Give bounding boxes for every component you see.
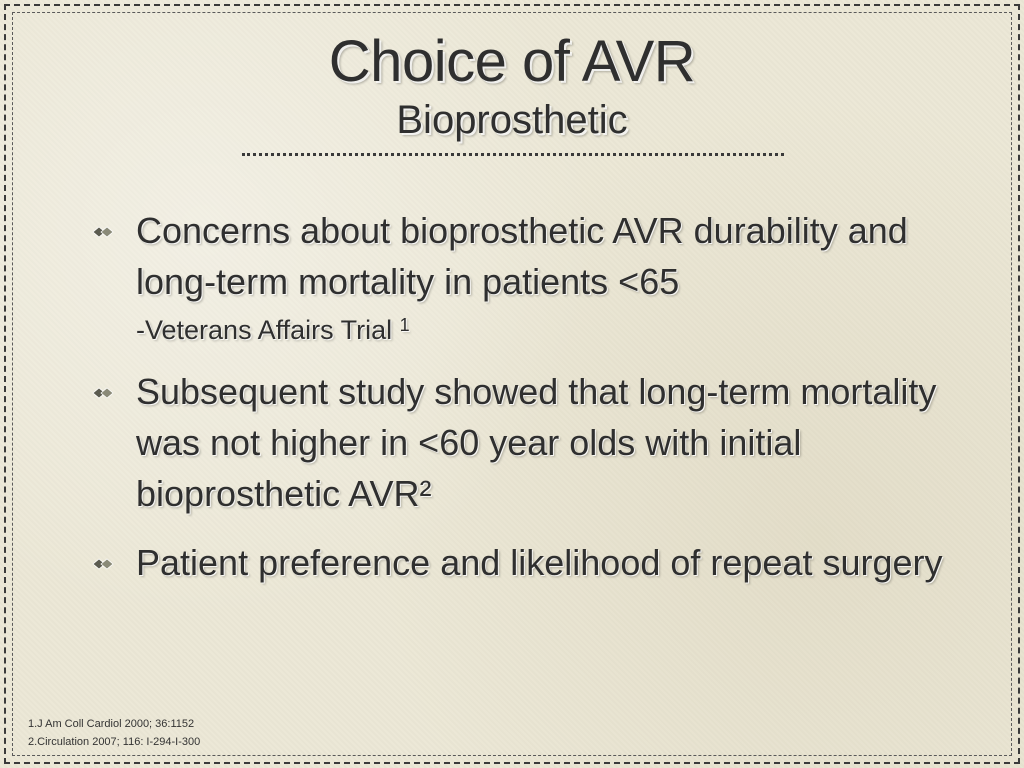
title-block <box>0 30 1024 144</box>
footnote-marker: 1 <box>399 315 410 335</box>
slide-title: Choice of AVR <box>328 29 696 94</box>
reference-item: 1.J Am Coll Cardiol 2000; 36:1152 <box>28 718 195 730</box>
diamond-bullet-icon <box>90 225 116 239</box>
bullet-item <box>90 366 970 519</box>
bullet-list <box>90 205 970 606</box>
title-divider <box>242 153 784 156</box>
bullet-item <box>90 205 970 348</box>
slide-subtitle: Bioprosthetic <box>396 98 628 142</box>
bullet-item <box>90 537 970 588</box>
bullet-text: Concerns about bioprosthetic AVR durability and long-term mortality in patients <65 <box>136 210 908 302</box>
bullet-subtext-label: -Veterans Affairs Trial <box>136 315 393 345</box>
diamond-bullet-icon <box>90 386 116 400</box>
diamond-bullet-icon <box>90 557 116 571</box>
bullet-text: Subsequent study showed that long-term mortality was not higher in <60 year olds with initial bioprosthetic AVR² <box>136 371 937 514</box>
references <box>28 715 200 751</box>
reference-item: 2.Circulation 2007; 116: I-294-I-300 <box>28 736 201 748</box>
bullet-text: Patient preference and likelihood of repeat surgery <box>136 542 943 583</box>
bullet-subtext <box>136 307 970 348</box>
